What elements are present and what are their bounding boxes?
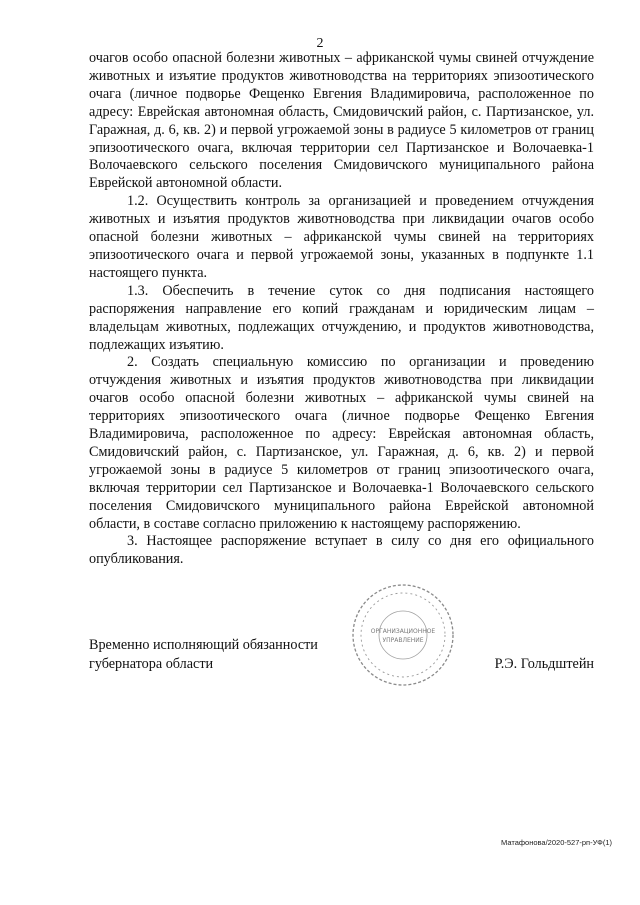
- document-reference-code: Матафонова/2020-527-рп-УФ(1): [501, 838, 612, 847]
- signatory-position-line2: губернатора области: [89, 656, 214, 672]
- signatory-position-line1: Временно исполняющий обязанности: [89, 637, 318, 653]
- signatory-position: [89, 636, 318, 674]
- paragraph-3: 3. Настоящее распоряжение вступает в силу со дня его официального опубликования.: [89, 533, 594, 568]
- stamp-text-line1: ОРГАНИЗАЦИОННОЕ: [370, 628, 436, 635]
- document-body: [89, 50, 594, 569]
- stamp-text-line2: УПРАВЛЕНИЕ: [382, 637, 424, 644]
- paragraph-1-2: 1.2. Осуществить контроль за организацией и проведением отчуждения животных и изъятия продуктов животноводства при ликвидации очагов особо опасной болезни животных – африканской чумы свиней на территориях эпизоотического очага и первой угрожаемой зоны, указанных в подпункте 1.1 настоящего пункта.: [89, 193, 594, 281]
- paragraph-continuation: очагов особо опасной болезни животных – африканской чумы свиней отчуждение животных и изъятие продуктов животноводства на территориях эпизоотического очага (личное подворье Фещенко Евгения Владимировича, расположенное по адресу: Еврейская автономная область, Смидовичский район, с. Партизанское, ул. Гаражная, д. 6, кв. 2) и первой угрожаемой зоны в радиусе 5 километров от границ эпизоотического очага, включая территории сел Партизанское и Волочаевка-1 Волочаевского сельского поселения Смидовичского муниципального района Еврейской автономной области.: [89, 50, 594, 192]
- paragraph-2: 2. Создать специальную комиссию по организации и проведению отчуждения животных и изъятия продуктов животноводства при ликвидации очагов особо опасной болезни животных – африканской чумы свиней на территориях эпизоотического очага (личное подворье Фещенко Евгения Владимировича, расположенное по адресу: Еврейская автономная область, Смидовичский район, с. Партизанское, ул. Гаражная, д. 6, кв. 2) и первой угрожаемой зоны в радиусе 5 километров от границ эпизоотического очага, включая территории сел Партизанское и Волочаевка-1 Волочаевского сельского поселения Смидовичского муниципального района Еврейской автономной области, в составе согласно приложению к настоящему распоряжению.: [89, 354, 594, 532]
- signatory-name: Р.Э. Гольдштейн: [494, 656, 594, 672]
- page-number: 2: [316, 36, 324, 51]
- paragraph-1-3: 1.3. Обеспечить в течение суток со дня подписания настоящего распоряжения направление его копий гражданам и юридическим лицам – владельцам животных, подлежащих отчуждению, и продуктов животноводства, подлежащих изъятию.: [89, 282, 594, 353]
- signature-block: [89, 636, 594, 696]
